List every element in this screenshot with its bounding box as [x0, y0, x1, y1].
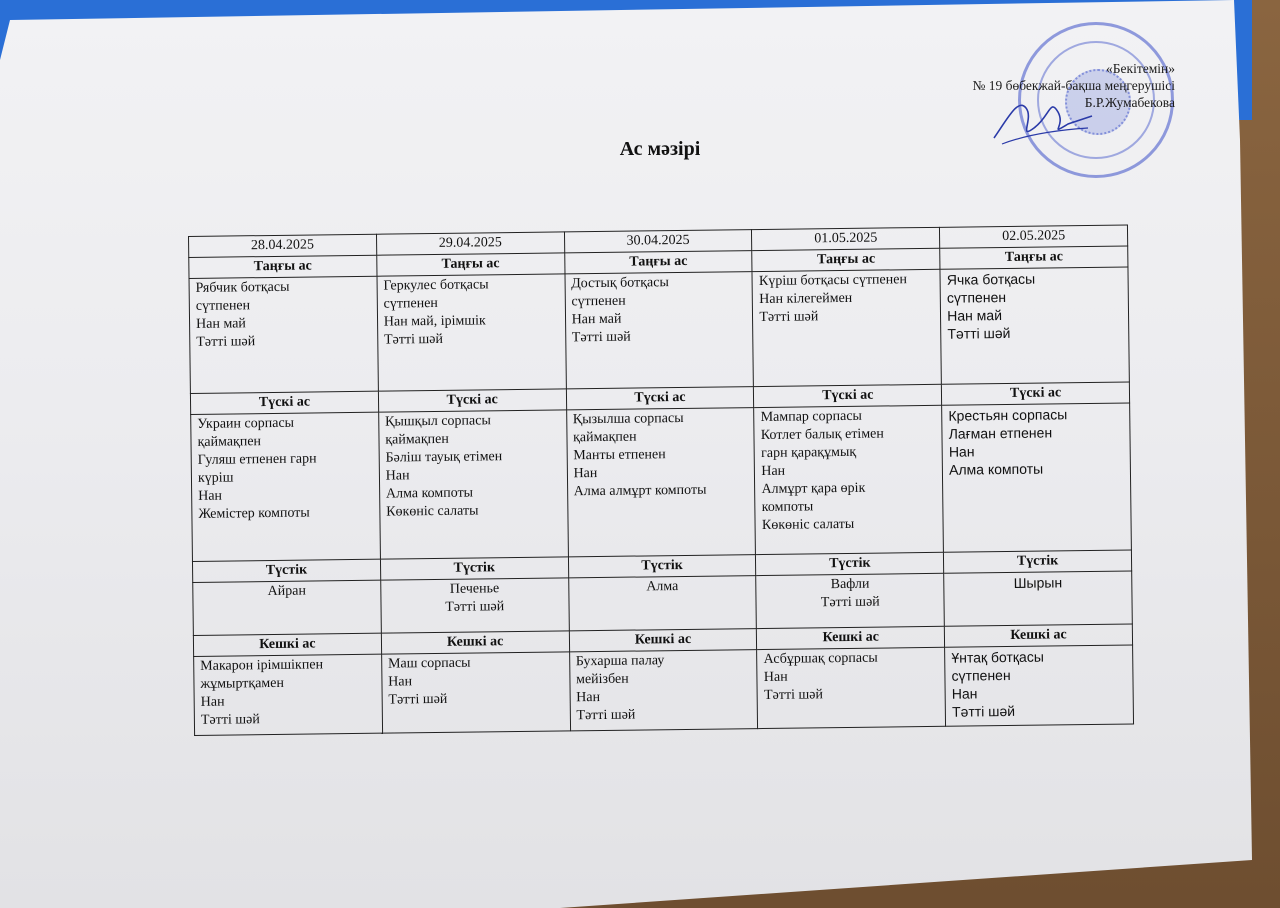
menu-item: Печенье	[449, 581, 500, 597]
menu-item: Тәтті шәй	[445, 599, 505, 615]
meal-items-cell	[194, 654, 383, 735]
meal-header-cell: Түскі ас	[942, 382, 1130, 405]
meal-items-cell	[754, 405, 944, 554]
menu-item: Нан	[573, 466, 598, 482]
meal-items-row	[191, 403, 1132, 561]
meal-items-cell	[757, 647, 946, 728]
approval-line-name: Б.Р.Жумабекова	[1084, 95, 1175, 110]
meal-header-cell: Кешкі ас	[569, 629, 757, 652]
date-cell: 28.04.2025	[189, 234, 377, 257]
meal-header-cell: Кешкі ас	[757, 626, 945, 649]
meal-items-cell	[752, 269, 941, 386]
meal-header-cell: Таңғы ас	[377, 253, 565, 276]
menu-item: Көкөніс салаты	[386, 503, 479, 520]
meal-header-cell: Түскі ас	[566, 387, 754, 410]
meal-header-cell: Түстік	[756, 552, 944, 575]
menu-item: жұмыртқамен	[200, 675, 285, 692]
menu-item: Тәтті шәй	[200, 712, 260, 728]
menu-item: Қышқыл сорпасы	[384, 413, 491, 430]
menu-item: қаймақпен	[197, 434, 262, 450]
meal-items-cell	[568, 576, 756, 631]
date-cell: 02.05.2025	[940, 225, 1128, 248]
meal-header-cell: Таңғы ас	[564, 251, 752, 274]
meal-items-cell	[942, 403, 1132, 552]
approval-line-approve: «Бекітемін»	[1106, 61, 1175, 76]
menu-item: сүтпенен	[383, 295, 438, 312]
menu-item: Котлет балық етімен	[760, 426, 884, 444]
menu-item: Нан	[388, 674, 413, 690]
meal-items-cell	[569, 650, 758, 731]
menu-item: Тәтті шәй	[571, 329, 631, 346]
menu-item: Тәтті шәй	[763, 687, 824, 703]
meal-items-cell	[191, 412, 381, 561]
menu-item: қаймақпен	[572, 429, 637, 446]
meal-items-cell	[756, 573, 944, 628]
menu-item: Алма	[646, 579, 679, 595]
meal-items-cell	[940, 267, 1129, 384]
menu-item: Достық ботқасы	[571, 275, 669, 292]
menu-item: Тәтті шәй	[951, 702, 1016, 720]
menu-item: Нан кілегеймен	[759, 290, 853, 308]
meal-items-cell	[378, 410, 568, 559]
menu-item: Украин сорпасы	[197, 415, 295, 432]
menu-item: Лағман етпенен	[948, 424, 1053, 442]
menu-item: Нан	[951, 685, 978, 702]
meal-header-cell: Таңғы ас	[189, 255, 377, 278]
menu-item: Тәтті шәй	[383, 331, 444, 348]
menu-item: Нан	[385, 468, 410, 484]
menu-table	[188, 225, 1134, 736]
menu-item: Геркулес ботқасы	[383, 277, 489, 294]
menu-item: қаймақпен	[385, 431, 449, 448]
meal-header-cell: Түскі ас	[754, 384, 942, 407]
meal-items-cell	[193, 580, 381, 635]
menu-item: Макарон ірімшікпен	[200, 657, 324, 674]
menu-item: сүтпенен	[951, 666, 1011, 684]
menu-item: Бәліш тауық етімен	[385, 449, 503, 466]
menu-item: Крестьян сорпасы	[948, 406, 1068, 424]
menu-item: Нан май	[195, 316, 246, 332]
menu-item: Алма компоты	[385, 485, 474, 502]
menu-item: Нан	[761, 463, 786, 480]
meal-items-cell	[189, 276, 378, 393]
menu-item: Тәтті шәй	[820, 594, 880, 611]
menu-item: Нан май, ірімшік	[383, 313, 486, 330]
menu-item: Шырын	[1013, 574, 1063, 591]
menu-item: Нан	[948, 443, 975, 460]
menu-item: Маш сорпасы	[387, 655, 471, 672]
menu-item: Мампар сорпасы	[760, 408, 863, 426]
meal-header-cell: Түстік	[944, 550, 1132, 573]
menu-item: Алмұрт қара өрік	[761, 480, 866, 498]
menu-item: Бухарша палау	[575, 653, 665, 670]
menu-item: Тәтті шәй	[759, 309, 819, 326]
menu-item: Ячка ботқасы	[946, 270, 1036, 288]
menu-item: Қызылша сорпасы	[572, 410, 684, 428]
date-cell: 30.04.2025	[564, 230, 752, 253]
menu-item: Нан	[200, 694, 225, 710]
meal-header-cell: Кешкі ас	[193, 633, 381, 656]
meal-header-cell: Түстік	[380, 557, 568, 580]
meal-items-cell	[945, 645, 1134, 726]
menu-item: сүтпенен	[946, 289, 1007, 306]
menu-item: Тәтті шәй	[388, 691, 448, 708]
menu-item: Күріш ботқасы сүтпенен	[758, 272, 908, 290]
menu-item: Рябчик ботқасы	[195, 279, 290, 296]
menu-item: Тәтті шәй	[196, 334, 256, 350]
menu-item: Алма компоты	[949, 460, 1044, 478]
menu-item: сүтпенен	[571, 293, 626, 310]
approval-block	[920, 60, 1175, 111]
menu-item: Манты етпенен	[573, 447, 666, 464]
menu-item: Нан	[576, 690, 601, 706]
menu-item: компоты	[761, 499, 814, 516]
approval-line-position: № 19 бөбекжай-бақша меңгерушісі	[972, 78, 1175, 93]
meal-items-row	[194, 645, 1134, 735]
menu-item: Тәтті шәй	[576, 707, 636, 724]
menu-item: Айран	[267, 583, 306, 600]
menu-item: Алма алмұрт компоты	[573, 482, 707, 500]
menu-item: мейізбен	[575, 671, 629, 688]
menu-item: Вафли	[830, 576, 870, 593]
meal-items-row	[189, 267, 1129, 393]
meal-items-cell	[566, 408, 756, 557]
meal-items-cell	[565, 272, 754, 389]
menu-item: Ұнтақ ботқасы	[951, 648, 1044, 666]
meal-header-cell: Түстік	[192, 559, 380, 582]
menu-item: Көкөніс салаты	[761, 516, 855, 534]
menu-item: Жемістер компоты	[198, 505, 310, 522]
menu-item: Тәтті шәй	[947, 324, 1011, 342]
menu-item: Нан май	[571, 311, 622, 328]
menu-item: күріш	[197, 470, 234, 486]
meal-items-cell	[377, 274, 566, 391]
meal-header-cell: Таңғы ас	[752, 248, 940, 271]
menu-item: Нан май	[947, 307, 1003, 324]
date-cell: 29.04.2025	[376, 232, 564, 255]
menu-item: сүтпенен	[195, 298, 251, 314]
menu-item: Нан	[198, 488, 223, 504]
meal-items-cell	[944, 571, 1132, 626]
meal-header-cell: Түскі ас	[190, 391, 378, 414]
menu-item: Нан	[763, 669, 788, 685]
meal-header-cell: Түстік	[568, 555, 756, 578]
menu-item: гарн қарақұмық	[760, 444, 857, 462]
menu-item: Асбұршақ сорпасы	[763, 650, 878, 667]
meal-header-cell: Кешкі ас	[945, 624, 1133, 647]
meal-header-cell: Таңғы ас	[940, 246, 1128, 269]
meal-items-cell	[381, 652, 570, 733]
meal-header-cell: Кешкі ас	[381, 631, 569, 654]
meal-header-cell: Түскі ас	[378, 389, 566, 412]
menu-item: Гуляш етпенен гарн	[197, 451, 317, 468]
page-title: Ас мәзірі	[619, 138, 701, 160]
meal-items-cell	[381, 578, 569, 633]
date-cell: 01.05.2025	[752, 227, 940, 250]
